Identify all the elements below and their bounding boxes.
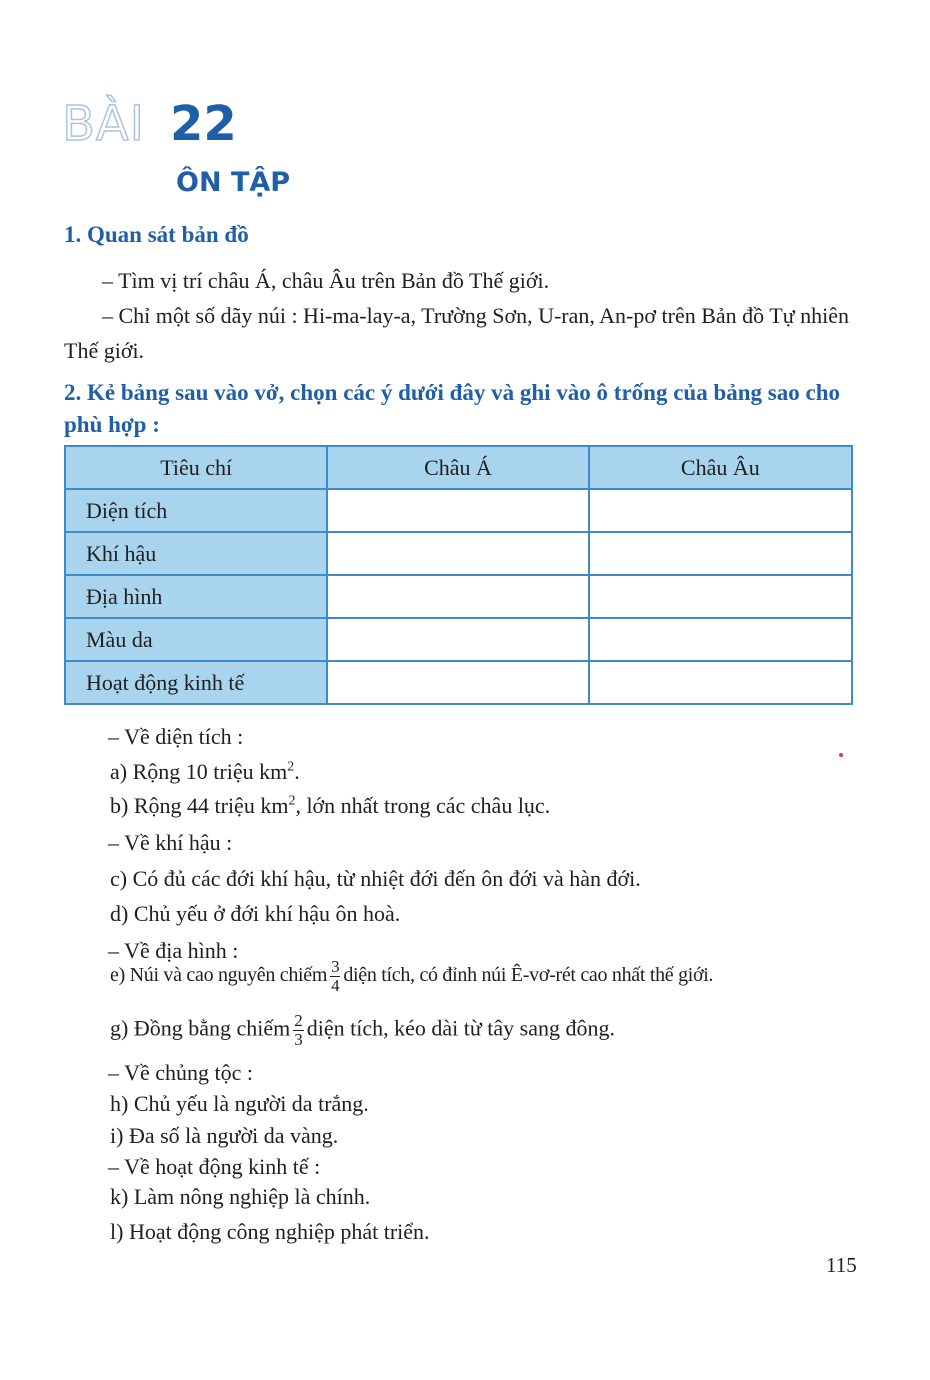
table-row bbox=[65, 489, 852, 532]
table-header-row bbox=[65, 446, 852, 489]
red-dot-mark bbox=[839, 753, 843, 757]
page-number: 115 bbox=[826, 1253, 857, 1277]
option-b-tail: , lớn nhất trong các châu lục. bbox=[295, 793, 551, 818]
fraction-denominator: 4 bbox=[331, 976, 340, 995]
row-label-terrain: Địa hình bbox=[65, 575, 327, 618]
cell-asia-climate bbox=[327, 532, 588, 575]
lesson-title: ÔN TẬP bbox=[176, 167, 291, 198]
fraction-three-quarters bbox=[330, 958, 340, 995]
section-1-item-2-text: – Chỉ một số dãy núi : Hi-ma-lay-a, Trường Sơn, U-ran, An-pơ trên Bản đồ Tự nhiên Thế giới. bbox=[64, 303, 850, 363]
option-b-text: b) Rộng 44 triệu km bbox=[110, 793, 289, 818]
fraction-two-thirds bbox=[293, 1012, 304, 1049]
table-row bbox=[65, 575, 852, 618]
section-2-heading: 2. Kẻ bảng sau vào vở, chọn các ý dưới đây và ghi vào ô trống của bảng sao cho phù hợp : bbox=[64, 380, 841, 437]
cell-asia-area bbox=[327, 489, 588, 532]
option-k: k) Làm nông nghiệp là chính. bbox=[110, 1184, 371, 1209]
row-label-economy: Hoạt động kinh tế bbox=[65, 661, 327, 704]
section-1-heading: 1. Quan sát bản đồ bbox=[64, 222, 249, 247]
table-header-europe: Châu Âu bbox=[589, 446, 852, 489]
option-c: c) Có đủ các đới khí hậu, từ nhiệt đới đến ôn đới và hàn đới. bbox=[110, 866, 641, 891]
option-a-text: a) Rộng 10 triệu km bbox=[110, 759, 288, 784]
option-b bbox=[110, 791, 550, 821]
race-heading: – Về chủng tộc : bbox=[108, 1060, 254, 1085]
cell-europe-terrain bbox=[589, 575, 852, 618]
option-a-tail: . bbox=[294, 759, 300, 784]
table-header-asia: Châu Á bbox=[327, 446, 588, 489]
section-1-item-1-text: – Tìm vị trí châu Á, châu Âu trên Bản đồ Thế giới. bbox=[102, 268, 550, 293]
table-header-criteria: Tiêu chí bbox=[65, 446, 327, 489]
fraction-denominator: 3 bbox=[294, 1030, 303, 1049]
row-label-skin: Màu da bbox=[65, 618, 327, 661]
table-row bbox=[65, 532, 852, 575]
option-e-before: e) Núi và cao nguyên chiếm bbox=[110, 964, 328, 987]
option-h: h) Chủ yếu là người da trắng. bbox=[110, 1091, 369, 1116]
option-b-sup: 2 bbox=[288, 793, 296, 809]
fraction-numerator: 3 bbox=[331, 957, 340, 976]
section-1-item-1 bbox=[64, 263, 854, 298]
option-g-after: diện tích, kéo dài từ tây sang đông. bbox=[306, 1015, 615, 1041]
cell-europe-skin bbox=[589, 618, 852, 661]
lesson-number: 22 bbox=[170, 96, 237, 152]
option-g bbox=[110, 1012, 615, 1049]
cell-europe-area bbox=[589, 489, 852, 532]
cell-asia-terrain bbox=[327, 575, 588, 618]
criteria-table bbox=[64, 445, 853, 705]
option-e bbox=[110, 958, 713, 995]
option-g-before: g) Đồng bằng chiếm bbox=[110, 1015, 291, 1041]
option-d: d) Chủ yếu ở đới khí hậu ôn hoà. bbox=[110, 901, 401, 926]
cell-europe-climate bbox=[589, 532, 852, 575]
option-a-sup: 2 bbox=[287, 759, 295, 775]
option-l: l) Hoạt động công nghiệp phát triển. bbox=[110, 1219, 430, 1244]
climate-heading: – Về khí hậu : bbox=[108, 830, 233, 855]
lesson-label: BÀI bbox=[62, 96, 145, 152]
economy-heading: – Về hoạt động kinh tế : bbox=[108, 1154, 321, 1179]
cell-europe-economy bbox=[589, 661, 852, 704]
table-row bbox=[65, 618, 852, 661]
fraction-numerator: 2 bbox=[294, 1011, 303, 1030]
option-e-after: diện tích, có đỉnh núi Ê-vơ-rét cao nhất thế giới. bbox=[343, 964, 714, 987]
cell-asia-economy bbox=[327, 661, 588, 704]
terrain-heading: – Về địa hình : bbox=[108, 938, 239, 963]
area-heading: – Về diện tích : bbox=[108, 724, 244, 749]
cell-asia-skin bbox=[327, 618, 588, 661]
row-label-area: Diện tích bbox=[65, 489, 327, 532]
option-a bbox=[110, 757, 300, 787]
option-i: i) Đa số là người da vàng. bbox=[110, 1123, 339, 1148]
section-1-item-2 bbox=[64, 298, 854, 368]
row-label-climate: Khí hậu bbox=[65, 532, 327, 575]
table-row bbox=[65, 661, 852, 704]
